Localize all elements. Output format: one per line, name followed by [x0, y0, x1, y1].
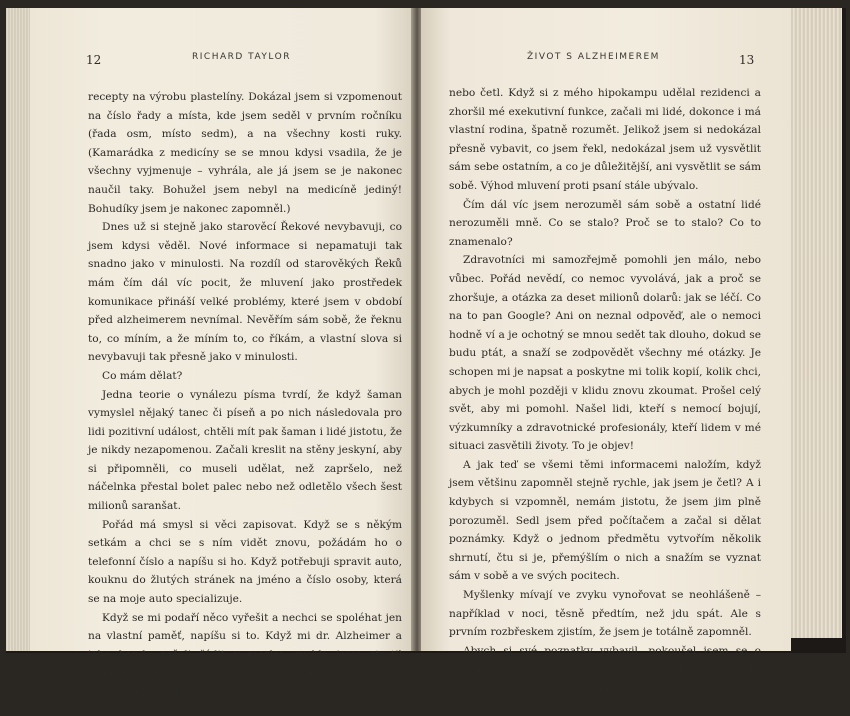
page-body — [88, 88, 402, 702]
paragraph: recepty na výrobu plastelíny. Dokázal jsem si vzpomenout na číslo řady a místa, kde jsem seděl v prvním ročníku (řada osm, místo sedm), a na všechny kosti ruky. (Kamarádka z medicíny se se mnou kdysi vsadila, že je všechny vyjmenuje – vyhrála, ale já jsem se je nakonec naučil taky. Bohužel jsem nebyl na medicíně jediný! Bohudíky jsem je nakonec zapomněl.) — [88, 91, 402, 215]
paragraph: Abych si své poznatky vybavil, pokoušel jsem se o vlastní verzi těsnopisu. Buď jsem však text nepřečetl, protože se můj rukopis změnil natolik, že ho nepřečtu ani já, nebo mi slova — [449, 644, 761, 713]
paragraph: Pořád má smysl si věci zapisovat. Když se s někým setkám a chci se s ním vidět znovu, požádám ho o telefonní číslo a napíšu si ho. Když potřebuji spravit auto, kouknu do žlutých stránek na jméno a číslo osoby, která se na moje auto specializuje. — [88, 518, 402, 606]
left-page — [30, 8, 413, 698]
paragraph: Myšlenky mívají ve zvyku vynořovat se neohlášeně – například v noci, těsně předtím, než jdu spát. Ale s prvním rozbřeskem zjistím, že jsem je totálně zapomněl. — [449, 589, 761, 639]
paragraph: Co mám dělat? — [102, 369, 183, 382]
paragraph: Dnes už si stejně jako starověcí Řekové nevybavuji, co jsem kdysi věděl. Nové informace si nepamatuji tak snadno jako v minulosti. Na rozdíl od starověkých Řeků mám čím dál víc pocit, že mluvení jako prostředek komunikace přináší velké problémy, které jsem v období před alzheimerem nevnímal. Nevěřím sám sobě, že řeknu to, co míním, a že míním to, co říkám, a vlastní slova si nevybavuji tak přesně jako v minulosti. — [88, 221, 402, 364]
right-page — [421, 8, 791, 713]
left-page-edges — [6, 8, 32, 651]
paragraph: A jak teď se všemi těmi informacemi naložím, když jsem většinu zapomněl stejně rychle, jak jsem je četl? A i kdybych si vzpomněl, nemám jistotu, že jsem jim plně porozuměl. Sedl jsem před počítačem a začal si dělat poznámky. Když o jednom předmětu vytvořím několik shrnutí, čtu si je, přemýšlím o nich a snažím se vyznat sám v sobě a ve svých pocitech. — [449, 458, 761, 583]
running-head: RICHARD TAYLOR — [192, 52, 291, 62]
page-number: 13 — [739, 53, 755, 67]
running-head: ŽIVOT S ALZHEIMEREM — [527, 52, 660, 62]
page-number: 12 — [86, 53, 102, 67]
book-spread — [6, 8, 846, 713]
paragraph: Jedna teorie o vynálezu písma tvrdí, že když šaman vymyslel nějaký tanec či píseň a po nich následovala pro lidi pozitivní událost, chtěli mít pak šaman i lidé jistotu, že je nikdy nezapomenou. Začali kreslit na stěny jeskyní, aby si připomněli, co museli udělat, než zapršelo, než náčelnka přestal bolet palec nebo než odletělo všech šest milionů saranšat. — [88, 388, 402, 513]
page-body — [449, 84, 761, 716]
paragraph: Když se mi podaří něco vyřešit a nechci se spoléhat jen na vlastní paměť, napíšu si to. Když mi dr. Alzheimer a jeho banda začali řádit v mozku, rychle jsem ztratil schopnost snadno si zapamatovat a vstřebat informace, které jsem slyšel — [88, 611, 402, 698]
right-page-edges — [790, 8, 842, 638]
paragraph: Čím dál víc jsem nerozuměl sám sobě a ostatní lidé nerozuměli mně. Co se stalo? Proč se to stalo? Co to znamenalo? — [449, 198, 761, 248]
paragraph: nebo četl. Když si z mého hipokampu udělal rezidenci a zhoršil mé exekutivní funkce, začali mi lidé, dokonce i má vlastní rodina, špatně rozumět. Jelikož jsem si nedokázal přesně vybavit, co jsem řekl, nedokázal jsem už vysvětlit sám sebe ostatním, a co je důležitější, ani vysvětlit se sám sobě. Výhod mluvení proti psaní stále ubývalo. — [449, 87, 761, 192]
paragraph: Zdravotníci mi samozřejmě pomohli jen málo, nebo vůbec. Pořád nevědí, co nemoc vyvolává, jak a proč se zhoršuje, a otázka za deset milionů dolarů: jak se léčí. Co na to pan Google? Ani on neznal odpověď, ale o nemoci hodně ví a je ochotný se mnou sedět tak dlouho, dokud se budu ptát, a snaží se zodpovědět všechny mé otázky. Je schopen mi je napsat a poskytne mi tolik kopií, kolik chci, abych je mohl později v klidu znovu zkoumat. Prošel celý svět, aby mi pomohl. Našel lidi, kteří s nemocí bojují, výzkumníky a zdravotnické profesionály, kteří lidem v mé situaci zasvětili životy. To je objev! — [449, 254, 761, 453]
